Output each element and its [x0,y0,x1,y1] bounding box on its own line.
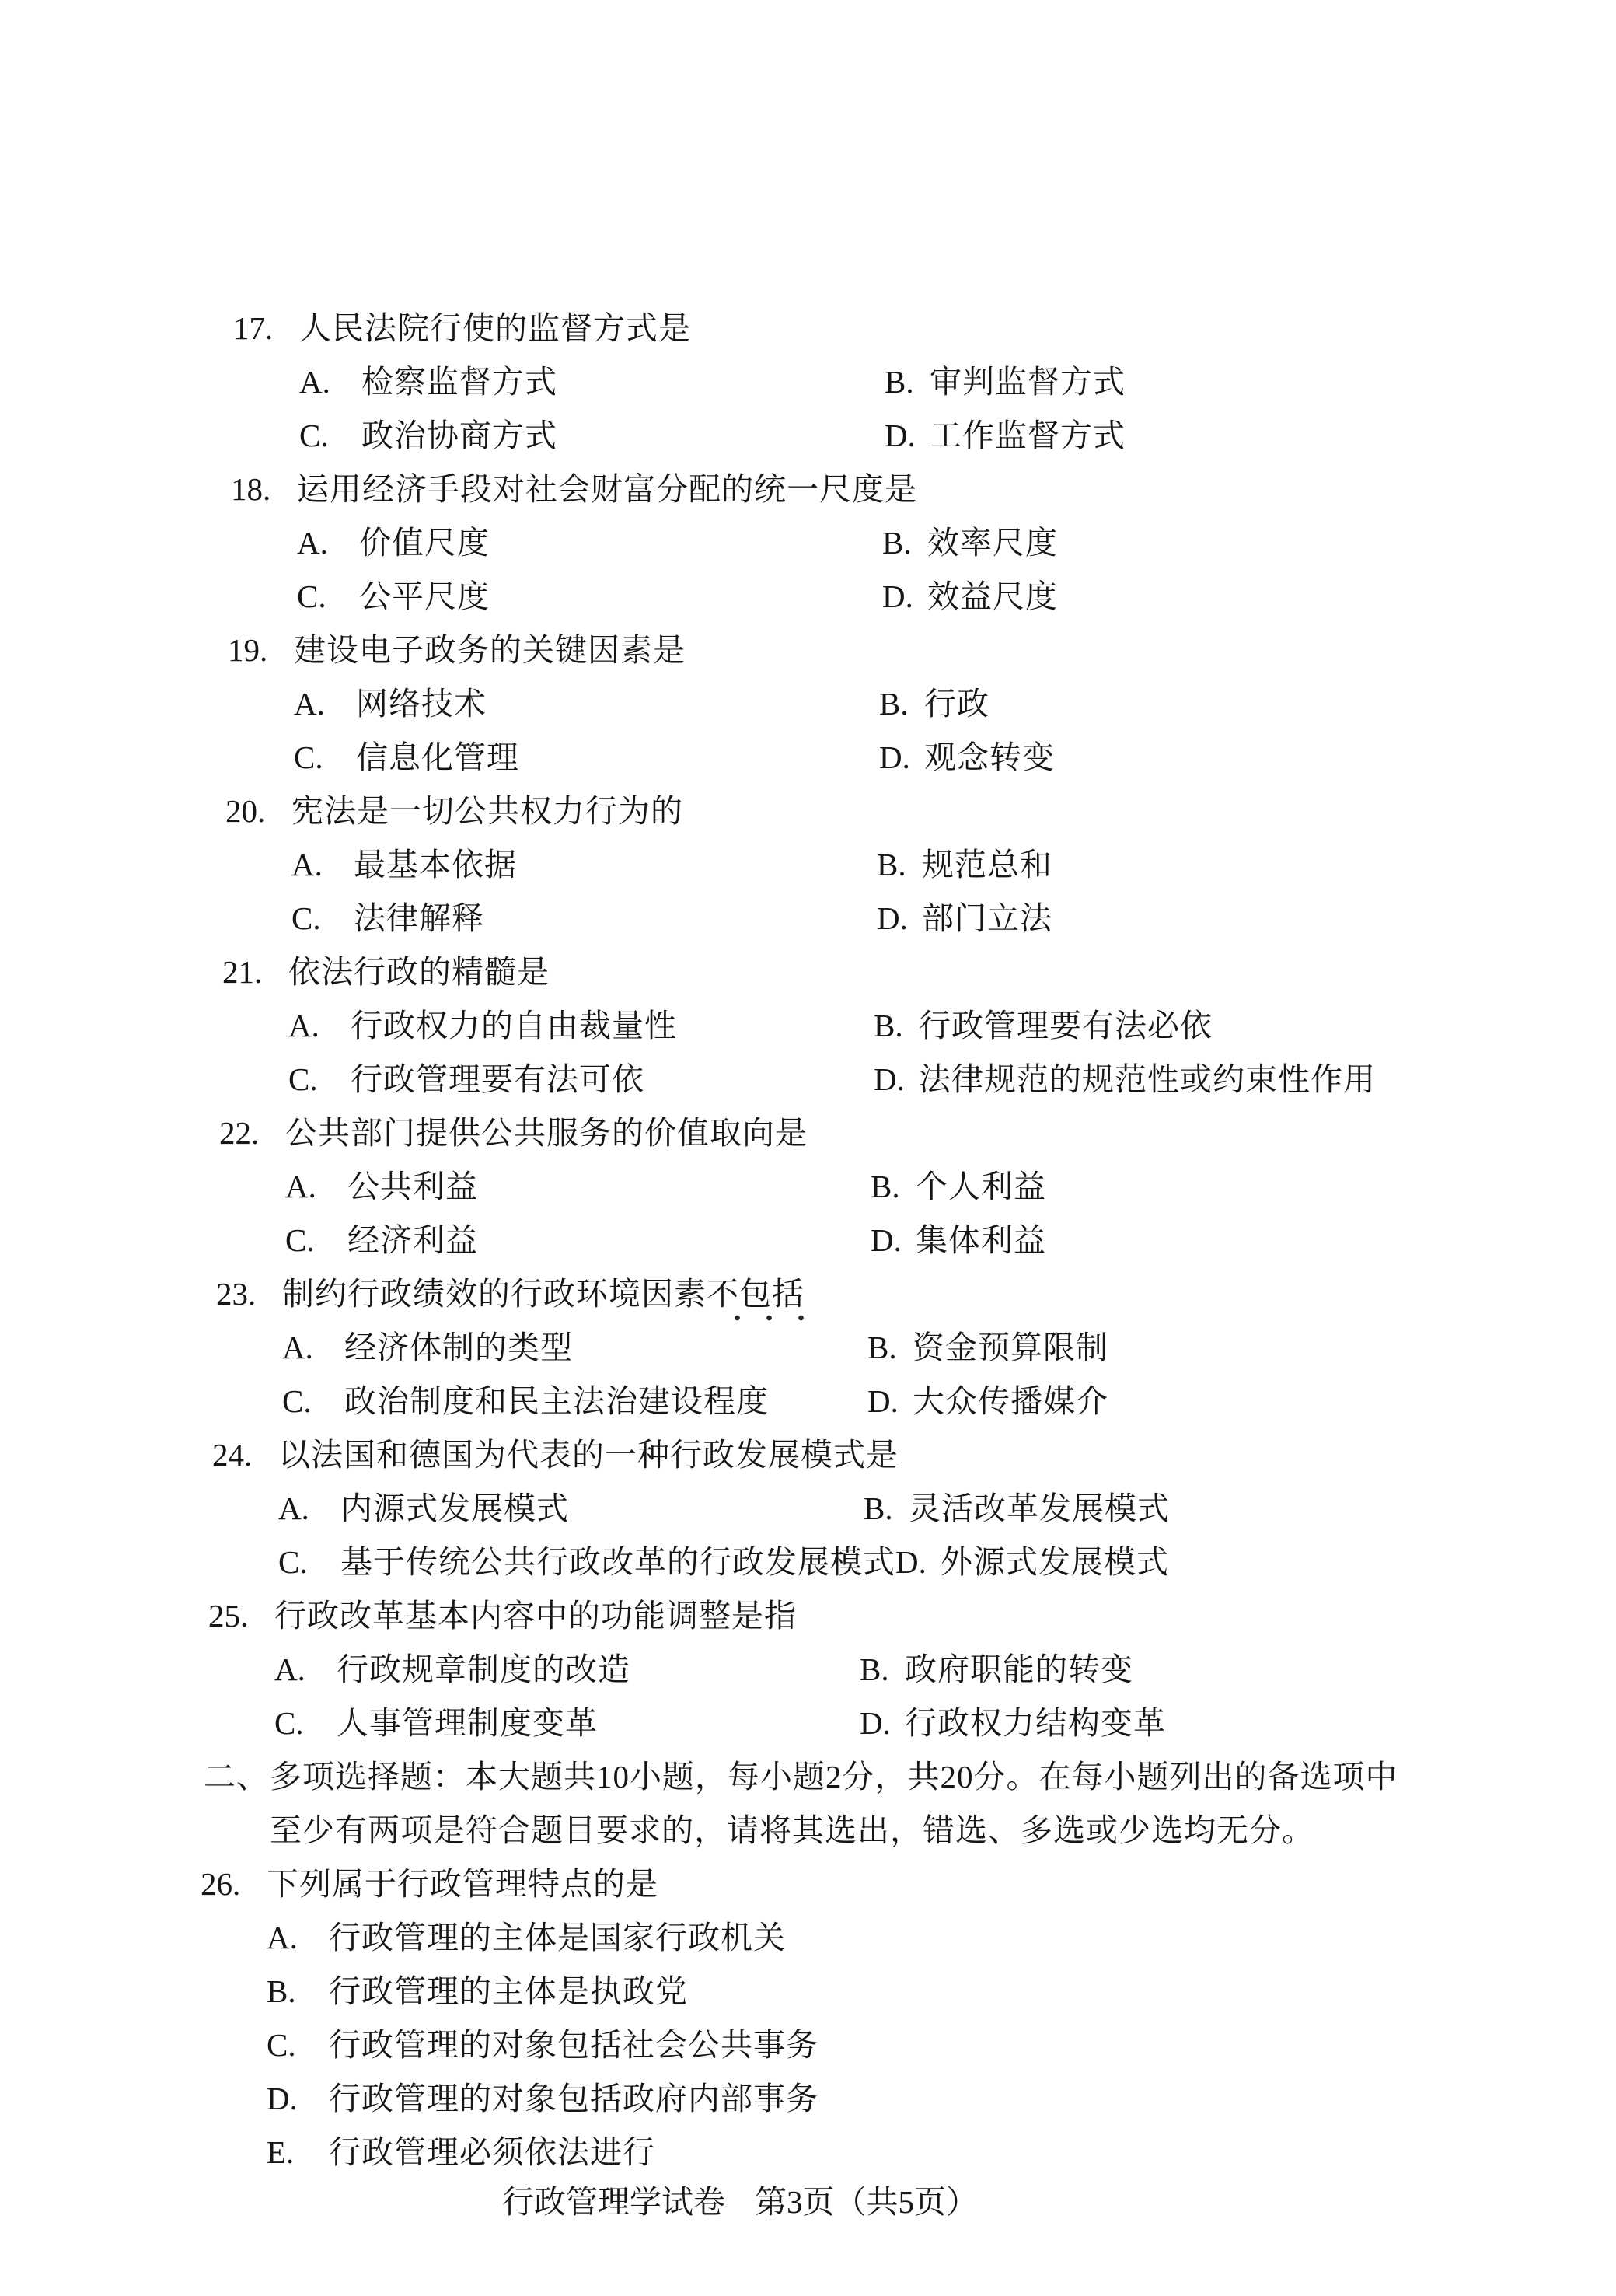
question-number: 22. [219,1115,260,1151]
option-text: 部门立法 [922,900,1052,936]
option-d [882,570,1058,624]
option-letter: A. [267,1920,298,1955]
option-row [216,1321,1616,1375]
option-letter: D. [885,418,916,453]
option-text: 政府职能的转变 [905,1651,1133,1687]
option-text: 网络技术 [356,686,487,722]
option-row [201,2018,1616,2072]
option-letter: C. [299,418,329,453]
option-d [895,1536,1169,1589]
section-instructions-line2: 至少有两项是符合题目要求的，请将其选出，错选、多选或少选均无分。 [270,1812,1314,1848]
option-row [201,2126,1616,2179]
option-row [233,355,1616,409]
footer-exam-title: 行政管理学试卷 [502,2184,725,2220]
option-text: 检察监督方式 [361,364,557,400]
option-c [274,1697,860,1750]
option-letter: D. [874,1061,905,1097]
option-b [877,838,1052,892]
option-d [885,409,1126,463]
option-text: 公共利益 [347,1169,478,1204]
question-text: 建设电子政务的关键因素是 [294,632,686,668]
question-stem [201,1857,1616,1911]
option-text: 灵活改革发展模式 [909,1490,1170,1526]
option-letter: D. [895,1544,927,1580]
question-block-22 [219,1106,1616,1267]
option-letter: B. [885,364,914,400]
option-b [267,1965,688,2018]
option-letter: D. [267,2081,298,2116]
option-row [201,1965,1616,2018]
option-text: 效益尺度 [927,578,1058,614]
option-letter: C. [288,1061,318,1097]
option-text: 资金预算限制 [913,1330,1108,1365]
option-c [294,731,879,785]
option-letter: B. [867,1330,897,1365]
footer-page-number: 第3页（共5页） [755,2184,978,2220]
option-text: 行政权力结构变革 [905,1705,1166,1741]
question-stem [222,945,1616,999]
option-text: 行政管理的主体是执政党 [329,1973,688,2009]
option-letter: A. [288,1008,319,1043]
option-letter: A. [297,525,328,561]
question-text: 人民法院行使的监督方式是 [299,310,691,346]
option-letter: B. [877,847,906,882]
question-text: 运用经济手段对社会财富分配的统一尺度是 [297,471,917,507]
option-text: 行政权力的自由裁量性 [351,1008,677,1043]
option-text: 个人利益 [916,1169,1046,1204]
option-c [291,892,877,945]
option-letter: D. [860,1705,891,1741]
question-stem [212,1428,1616,1482]
option-row [216,1375,1616,1428]
option-row [228,731,1616,785]
question-block-21 [222,945,1616,1106]
option-text: 政治制度和民主法治建设程度 [344,1383,769,1419]
option-row [201,1911,1616,1965]
option-a [299,355,885,409]
option-text: 集体利益 [916,1222,1046,1258]
question-block-23 [216,1267,1616,1428]
option-letter: C. [294,739,323,775]
question-number: 17. [233,310,274,346]
option-row [212,1536,1616,1589]
option-b [867,1321,1108,1375]
option-text: 政治协商方式 [361,418,557,453]
option-d [874,1053,1376,1106]
question-block-19 [228,624,1616,785]
option-b [860,1643,1133,1697]
section-header-multiple-choice [204,1750,1616,1857]
question-stem [233,302,1616,355]
option-a [291,838,877,892]
option-b [864,1482,1170,1536]
option-text: 法律解释 [354,900,484,936]
option-text: 价值尺度 [359,525,490,561]
option-row [201,2072,1616,2126]
option-b [879,677,989,731]
option-text: 观念转变 [924,739,1055,775]
option-letter: B. [267,1973,296,2009]
question-emphasis-text: 不包括 [707,1276,805,1312]
option-c [282,1375,867,1428]
section-instructions-line1: 多项选择题：本大题共10小题，每小题2分，共20分。在每小题列出的备选项中 [270,1759,1398,1795]
option-letter: C. [274,1705,304,1741]
option-a [278,1482,864,1536]
question-text: 以法国和德国为代表的一种行政发展模式是 [278,1437,899,1473]
option-b [885,355,1126,409]
option-c [299,409,885,463]
page-footer [502,2175,978,2229]
option-text: 行政管理的主体是国家行政机关 [329,1920,786,1955]
question-block-18 [231,463,1616,624]
question-number: 20. [225,793,266,829]
option-letter: C. [267,2027,296,2063]
option-letter: B. [882,525,912,561]
question-text: 行政改革基本内容中的功能调整是指 [274,1598,797,1634]
question-number: 25. [208,1598,249,1634]
option-text: 法律规范的规范性或约束性作用 [919,1061,1376,1097]
question-text: 依法行政的精髓是 [288,954,550,990]
option-letter: B. [864,1490,893,1526]
option-c [288,1053,874,1106]
question-block-24 [212,1428,1616,1589]
option-text: 工作监督方式 [930,418,1126,453]
option-text: 行政管理要有法必依 [919,1008,1213,1043]
question-number: 26. [201,1866,241,1902]
option-letter: C. [282,1383,312,1419]
option-a [274,1643,860,1697]
option-text: 行政 [924,686,989,722]
question-stem [231,463,1616,516]
option-row [222,1053,1616,1106]
option-row [231,516,1616,570]
option-text: 审判监督方式 [930,364,1126,400]
option-letter: D. [879,739,910,775]
option-text: 行政管理要有法可依 [351,1061,644,1097]
option-row [212,1482,1616,1536]
option-text: 大众传播媒介 [913,1383,1108,1419]
option-text: 外源式发展模式 [941,1544,1169,1580]
option-text: 行政管理的对象包括社会公共事务 [329,2027,818,2063]
option-letter: B. [860,1651,889,1687]
question-text: 下列属于行政管理特点的是 [267,1866,658,1902]
option-text: 最基本依据 [354,847,517,882]
question-number: 24. [212,1437,253,1473]
question-block-25 [208,1589,1616,1750]
option-letter: D. [877,900,908,936]
question-stem [216,1267,1616,1321]
option-text: 内源式发展模式 [340,1490,569,1526]
option-e [267,2126,655,2179]
option-letter: B. [874,1008,903,1043]
option-d [860,1697,1166,1750]
option-row [208,1697,1616,1750]
option-c [285,1214,871,1267]
option-text: 人事管理制度变革 [337,1705,598,1741]
option-letter: C. [291,900,321,936]
option-letter: B. [879,686,909,722]
option-a [267,1911,786,1965]
question-stem [219,1106,1616,1160]
option-letter: D. [867,1383,899,1419]
option-text: 经济利益 [347,1222,478,1258]
option-letter: A. [282,1330,313,1365]
question-number: 23. [216,1276,257,1312]
question-number: 21. [222,954,263,990]
option-a [285,1160,871,1214]
question-number: 19. [228,632,268,668]
option-a [294,677,879,731]
page-content [0,302,1616,2179]
question-stem [208,1589,1616,1643]
option-letter: A. [299,364,330,400]
option-d [879,731,1055,785]
option-text: 行政规章制度的改造 [337,1651,630,1687]
option-row [222,999,1616,1053]
section-number: 二、 [204,1759,269,1795]
question-text: 制约行政绩效的行政环境因素 [282,1276,707,1312]
option-d [867,1375,1108,1428]
option-c [267,2018,818,2072]
option-b [882,516,1058,570]
option-c [297,570,882,624]
question-block-20 [225,785,1616,945]
option-letter: D. [871,1222,902,1258]
question-stem [225,785,1616,838]
option-letter: C. [278,1544,308,1580]
option-letter: A. [285,1169,316,1204]
option-a [288,999,874,1053]
option-text: 公平尺度 [359,578,490,614]
option-row [233,409,1616,463]
option-text: 规范总和 [922,847,1052,882]
option-letter: B. [871,1169,900,1204]
option-text: 信息化管理 [356,739,519,775]
question-text: 公共部门提供公共服务的价值取向是 [285,1115,808,1151]
option-text: 基于传统公共行政改革的行政发展模式 [340,1544,895,1580]
option-row [219,1160,1616,1214]
option-letter: A. [291,847,323,882]
option-row [228,677,1616,731]
option-b [874,999,1213,1053]
question-text: 宪法是一切公共权力行为的 [291,793,683,829]
option-d [877,892,1052,945]
option-text: 效率尺度 [927,525,1058,561]
option-text: 行政管理的对象包括政府内部事务 [329,2081,818,2116]
option-c [278,1536,895,1589]
option-row [219,1214,1616,1267]
section-header-line1 [204,1750,1616,1804]
option-a [282,1321,867,1375]
option-letter: C. [297,578,326,614]
question-stem [228,624,1616,677]
option-letter: E. [267,2134,295,2170]
question-number: 18. [231,471,271,507]
option-row [225,892,1616,945]
option-row [208,1643,1616,1697]
option-row [231,570,1616,624]
option-d [871,1214,1046,1267]
question-block-17 [233,302,1616,463]
option-text: 经济体制的类型 [344,1330,573,1365]
option-text: 行政管理必须依法进行 [329,2134,655,2170]
option-row [225,838,1616,892]
option-letter: D. [882,578,913,614]
option-letter: A. [274,1651,305,1687]
option-letter: A. [278,1490,309,1526]
option-letter: C. [285,1222,315,1258]
option-a [297,516,882,570]
option-b [871,1160,1046,1214]
question-block-26 [201,1857,1616,2179]
option-letter: A. [294,686,325,722]
option-d [267,2072,818,2126]
